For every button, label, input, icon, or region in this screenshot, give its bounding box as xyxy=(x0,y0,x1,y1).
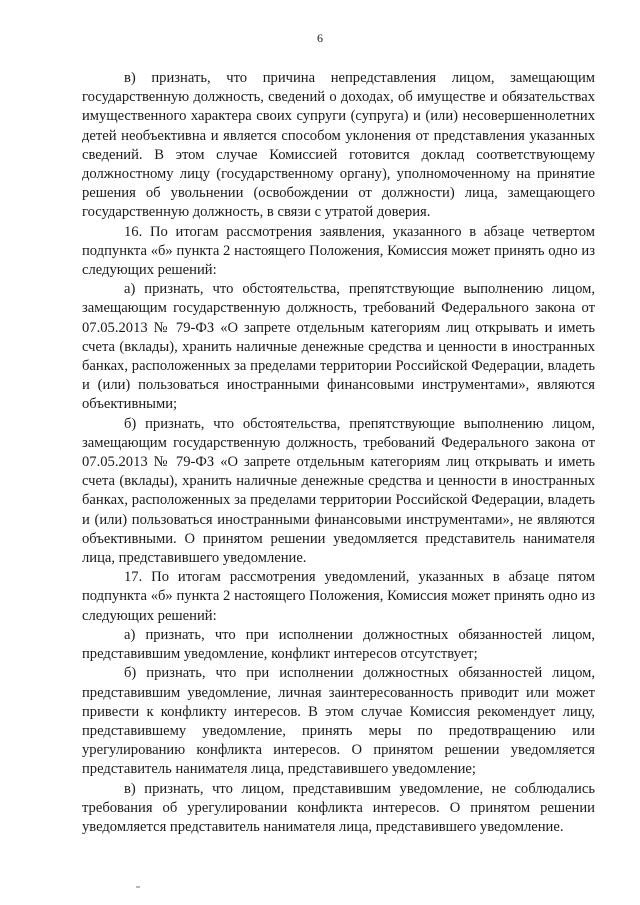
page-number: 6 xyxy=(317,31,323,45)
paragraph-16-b: б) признать, что обстоятельства, препятствующие выполнению лицом, замещающим государственную должность, требований Федерального закона от 07.05.2013 № 79-ФЗ «О запрете отдельным категориям лиц открывать и иметь счета (вклады), хранить наличные денежные средства и ценности в иностранных банках, расположенных за пределами территории Российской Федерации, владеть и (или) пользоваться иностранными финансовыми инструментами», не являются объективными. О принятом решении уведомляется представитель нанимателя лица, представившего уведомление. xyxy=(82,415,595,567)
paragraph-15-v: в) признать, что причина непредставления лицом, замещающим государственную должность, сведений о доходах, об имуществе и обязательствах имущественного характера своих супруги (супруга) и (или) несовершеннолетних детей необъективна и является способом уклонения от представления указанных сведений. В этом случае Комиссией готовится доклад соответствующему должностному лицу (государственному органу), уполномоченному на принятие решения об увольнении (освобождении от должности) лица, замещающего государственную должность, в связи с утратой доверия. xyxy=(82,70,595,221)
paragraph-17-intro: 17. По итогам рассмотрения уведомлений, указанных в абзаце пятом подпункта «б» пункта 2 настоящего Положения, Комиссия может принять одно из следующих решений: xyxy=(82,569,595,624)
paragraph-17-b: б) признать, что при исполнении должностных обязанностей лицом, представившим уведомление, личная заинтересованность приводит или может привести к конфликту интересов. В этом случае Комиссия рекомендует лицу, представившему уведомление, принять меры по предотвращению или урегулированию конфликта интересов. О принятом решении уведомляется представитель нанимателя лица, представившего уведомление; xyxy=(82,665,595,778)
scan-artifact xyxy=(136,886,140,888)
paragraph-16-intro: 16. По итогам рассмотрения заявления, указанного в абзаце четвертом подпункта «б» пункта 2 настоящего Положения, Комиссия может принять одно из следующих решений: xyxy=(82,223,595,279)
paragraph-17-v: в) признать, что лицом, представившим уведомление, не соблюдались требования об урегулировании конфликта интересов. О принятом решении уведомляется представитель нанимателя лица, представившего уведомление. xyxy=(82,780,595,835)
paragraph-17-a: а) признать, что при исполнении должностных обязанностей лицом, представившим уведомление, конфликт интересов отсутствует; xyxy=(82,626,595,663)
paragraph-16-a: а) признать, что обстоятельства, препятствующие выполнению лицом, замещающим государственную должность, требований Федерального закона от 07.05.2013 № 79-ФЗ «О запрете отдельным категориям лиц открывать и иметь счета (вклады), хранить наличные денежные средства и ценности в иностранных банках, расположенных за пределами территории Российской Федерации, владеть и (или) пользоваться иностранными финансовыми инструментами», являются объективными; xyxy=(82,281,595,413)
document-body xyxy=(82,69,595,837)
